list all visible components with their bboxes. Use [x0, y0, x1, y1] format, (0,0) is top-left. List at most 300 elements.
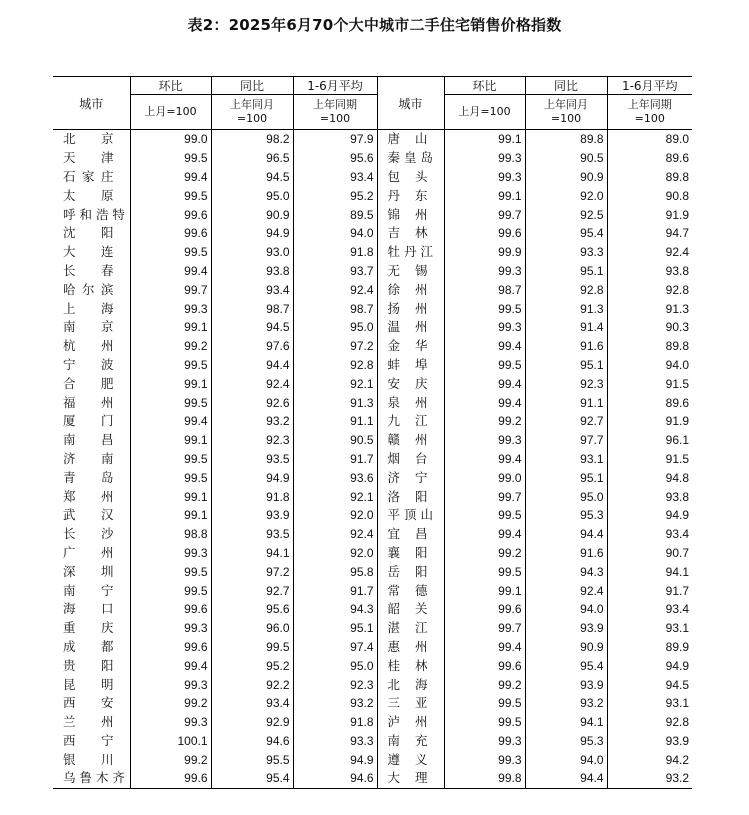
- yoy-value-left: 94.9: [211, 224, 293, 243]
- avg-value-right: 93.1: [607, 694, 692, 713]
- avg-value-right: 90.3: [607, 318, 692, 337]
- city-name-right: 韶 关: [377, 600, 444, 619]
- table-row: [53, 130, 692, 149]
- avg-value-left: 91.7: [293, 581, 377, 600]
- avg-value-left: 98.7: [293, 299, 377, 318]
- city-name-right: 济 宁: [377, 468, 444, 487]
- city-name-right: 平 顶 山: [377, 506, 444, 525]
- yoy-value-right: 93.9: [525, 675, 607, 694]
- mom-value-left: 99.5: [130, 581, 211, 600]
- avg-value-right: 93.2: [607, 769, 692, 788]
- yoy-value-left: 95.6: [211, 600, 293, 619]
- yoy-value-left: 93.5: [211, 450, 293, 469]
- city-name-left: 南 宁: [63, 582, 114, 598]
- yoy-value-right: 95.1: [525, 468, 607, 487]
- table-row: [53, 544, 692, 563]
- city-name-right: 泸 州: [377, 713, 444, 732]
- city-name-left: 广 州: [63, 544, 114, 560]
- avg-value-left: 94.6: [293, 769, 377, 788]
- city-name-left: 武 汉: [63, 507, 114, 523]
- yoy-value-left: 93.9: [211, 506, 293, 525]
- city-name-left: 南 昌: [63, 432, 114, 448]
- yoy-header-right: 同比: [525, 77, 607, 95]
- yoy-value-left: 91.8: [211, 487, 293, 506]
- yoy-value-right: 90.9: [525, 168, 607, 187]
- city-name-left: 宁 波: [63, 356, 114, 372]
- city-name-left: 成 都: [63, 638, 114, 654]
- mom-value-right: 99.2: [444, 675, 525, 694]
- yoy-value-left: 93.8: [211, 262, 293, 281]
- table-row: [53, 468, 692, 487]
- city-name-right: 遵 义: [377, 750, 444, 769]
- yoy-value-right: 91.4: [525, 318, 607, 337]
- avg-value-left: 92.1: [293, 374, 377, 393]
- mom-value-left: 99.5: [130, 562, 211, 581]
- mom-value-right: 99.5: [444, 356, 525, 375]
- city-name-right: 吉 林: [377, 224, 444, 243]
- table-row: [53, 224, 692, 243]
- avg-value-right: 89.6: [607, 149, 692, 168]
- mom-value-left: 99.1: [130, 318, 211, 337]
- city-name-left: 上 海: [63, 300, 114, 316]
- yoy-value-left: 92.7: [211, 581, 293, 600]
- table-row: [53, 732, 692, 751]
- table-row: [53, 205, 692, 224]
- avg-value-right: 91.5: [607, 374, 692, 393]
- avg-value-right: 89.6: [607, 393, 692, 412]
- yoy-value-right: 92.8: [525, 280, 607, 299]
- mom-value-left: 99.5: [130, 243, 211, 262]
- avg-value-left: 90.5: [293, 431, 377, 450]
- avg-value-right: 94.9: [607, 506, 692, 525]
- yoy-value-left: 98.7: [211, 299, 293, 318]
- mom-header-right: 环比: [444, 77, 525, 95]
- mom-value-right: 99.4: [444, 638, 525, 657]
- avg-value-left: 94.3: [293, 600, 377, 619]
- table-row: [53, 487, 692, 506]
- avg-value-left: 92.3: [293, 675, 377, 694]
- city-name-left: 哈 尔 滨: [63, 281, 114, 297]
- city-name-left: 天 津: [63, 150, 114, 166]
- city-name-right: 蚌 埠: [377, 356, 444, 375]
- avg-header-right: 1-6月平均: [607, 77, 692, 95]
- mom-value-left: 99.3: [130, 675, 211, 694]
- yoy-value-left: 94.6: [211, 732, 293, 751]
- yoy-value-left: 95.5: [211, 750, 293, 769]
- city-name-left: 银 川: [63, 751, 114, 767]
- city-name-left: 昆 明: [63, 676, 114, 692]
- table-row: [53, 506, 692, 525]
- city-name-left: 福 州: [63, 394, 114, 410]
- table-row: [53, 675, 692, 694]
- table-row: [53, 374, 692, 393]
- avg-value-right: 94.8: [607, 468, 692, 487]
- yoy-value-right: 93.2: [525, 694, 607, 713]
- city-name-right: 桂 林: [377, 656, 444, 675]
- yoy-value-right: 94.3: [525, 562, 607, 581]
- city-name-left: 杭 州: [63, 338, 114, 354]
- mom-value-left: 99.6: [130, 205, 211, 224]
- mom-value-right: 99.3: [444, 168, 525, 187]
- table-row: [53, 280, 692, 299]
- city-name-left: 贵 阳: [63, 657, 114, 673]
- city-name-left: 长 沙: [63, 526, 114, 542]
- yoy-value-left: 96.5: [211, 149, 293, 168]
- city-name-left: 沈 阳: [63, 225, 114, 241]
- avg-value-left: 93.4: [293, 168, 377, 187]
- avg-value-right: 94.5: [607, 675, 692, 694]
- city-name-right: 温 州: [377, 318, 444, 337]
- avg-value-right: 90.8: [607, 186, 692, 205]
- table-row: [53, 299, 692, 318]
- mom-value-left: 99.4: [130, 412, 211, 431]
- yoy-value-right: 95.4: [525, 224, 607, 243]
- mom-value-right: 99.4: [444, 337, 525, 356]
- avg-value-right: 94.1: [607, 562, 692, 581]
- avg-value-left: 97.2: [293, 337, 377, 356]
- mom-value-left: 99.5: [130, 186, 211, 205]
- city-name-left: 兰 州: [63, 714, 114, 730]
- table-row: [53, 694, 692, 713]
- yoy-value-left: 92.6: [211, 393, 293, 412]
- mom-value-left: 99.1: [130, 431, 211, 450]
- mom-value-left: 99.5: [130, 450, 211, 469]
- avg-value-right: 93.8: [607, 487, 692, 506]
- city-name-right: 三 亚: [377, 694, 444, 713]
- avg-value-left: 89.5: [293, 205, 377, 224]
- mom-value-right: 99.4: [444, 374, 525, 393]
- avg-value-right: 93.9: [607, 732, 692, 751]
- city-name-left: 厦 门: [63, 413, 114, 429]
- mom-value-right: 99.6: [444, 600, 525, 619]
- table-row: [53, 168, 692, 187]
- mom-value-right: 99.2: [444, 412, 525, 431]
- avg-value-left: 95.8: [293, 562, 377, 581]
- mom-value-right: 99.7: [444, 619, 525, 638]
- city-header-left: 城市: [53, 77, 130, 130]
- yoy-value-right: 95.3: [525, 506, 607, 525]
- yoy-value-right: 91.1: [525, 393, 607, 412]
- table-row: [53, 243, 692, 262]
- avg-value-left: 95.2: [293, 186, 377, 205]
- yoy-base-left: 上年同月 =100: [211, 95, 293, 130]
- yoy-value-left: 92.3: [211, 431, 293, 450]
- city-name-left: 青 岛: [63, 469, 114, 485]
- avg-value-left: 91.8: [293, 243, 377, 262]
- mom-header-left: 环比: [130, 77, 211, 95]
- city-name-right: 安 庆: [377, 374, 444, 393]
- mom-value-left: 99.4: [130, 656, 211, 675]
- city-name-right: 宜 昌: [377, 525, 444, 544]
- table-row: [53, 600, 692, 619]
- city-name-right: 常 德: [377, 581, 444, 600]
- mom-value-left: 99.3: [130, 619, 211, 638]
- mom-value-left: 99.2: [130, 694, 211, 713]
- yoy-value-left: 97.6: [211, 337, 293, 356]
- yoy-value-left: 94.9: [211, 468, 293, 487]
- mom-value-right: 99.3: [444, 732, 525, 751]
- city-name-right: 洛 阳: [377, 487, 444, 506]
- mom-value-right: 99.5: [444, 562, 525, 581]
- avg-header-left: 1-6月平均: [293, 77, 377, 95]
- city-name-right: 泉 州: [377, 393, 444, 412]
- avg-value-right: 92.8: [607, 280, 692, 299]
- table-row: [53, 186, 692, 205]
- city-name-left: 重 庆: [63, 620, 114, 636]
- mom-value-right: 99.4: [444, 393, 525, 412]
- avg-base-left: 上年同期 =100: [293, 95, 377, 130]
- mom-value-left: 99.6: [130, 600, 211, 619]
- city-name-right: 包 头: [377, 168, 444, 187]
- mom-value-right: 99.5: [444, 299, 525, 318]
- city-name-right: 大 理: [377, 769, 444, 788]
- avg-value-left: 93.3: [293, 732, 377, 751]
- mom-base-left: 上月=100: [130, 95, 211, 130]
- table-row: [53, 562, 692, 581]
- avg-value-right: 92.8: [607, 713, 692, 732]
- avg-value-right: 93.8: [607, 262, 692, 281]
- mom-value-right: 99.3: [444, 318, 525, 337]
- avg-value-right: 93.4: [607, 600, 692, 619]
- avg-value-left: 92.0: [293, 506, 377, 525]
- avg-value-left: 94.9: [293, 750, 377, 769]
- avg-value-left: 95.1: [293, 619, 377, 638]
- yoy-base-right: 上年同月 =100: [525, 95, 607, 130]
- yoy-value-right: 95.4: [525, 656, 607, 675]
- mom-value-left: 99.2: [130, 750, 211, 769]
- avg-value-left: 95.6: [293, 149, 377, 168]
- city-name-right: 赣 州: [377, 431, 444, 450]
- table-row: [53, 525, 692, 544]
- city-name-left: 太 原: [63, 187, 114, 203]
- mom-value-right: 99.6: [444, 656, 525, 675]
- avg-value-left: 93.6: [293, 468, 377, 487]
- avg-value-right: 94.2: [607, 750, 692, 769]
- mom-value-left: 99.2: [130, 337, 211, 356]
- yoy-value-right: 94.0: [525, 750, 607, 769]
- avg-value-left: 97.9: [293, 130, 377, 149]
- yoy-value-left: 95.2: [211, 656, 293, 675]
- yoy-value-right: 93.1: [525, 450, 607, 469]
- avg-value-right: 94.0: [607, 356, 692, 375]
- city-name-left: 石 家 庄: [63, 168, 114, 184]
- yoy-value-left: 97.2: [211, 562, 293, 581]
- table-row: [53, 656, 692, 675]
- yoy-value-right: 92.4: [525, 581, 607, 600]
- avg-value-right: 93.4: [607, 525, 692, 544]
- avg-value-left: 95.0: [293, 656, 377, 675]
- yoy-value-left: 92.2: [211, 675, 293, 694]
- city-name-left: 西 宁: [63, 732, 114, 748]
- city-name-right: 岳 阳: [377, 562, 444, 581]
- yoy-value-left: 94.4: [211, 356, 293, 375]
- mom-value-left: 99.5: [130, 356, 211, 375]
- mom-value-right: 99.8: [444, 769, 525, 788]
- city-name-left: 长 春: [63, 262, 114, 278]
- mom-value-right: 99.1: [444, 581, 525, 600]
- header-row-1: [53, 77, 692, 95]
- city-name-left: 南 京: [63, 319, 114, 335]
- yoy-value-right: 90.5: [525, 149, 607, 168]
- mom-value-left: 98.8: [130, 525, 211, 544]
- mom-value-left: 99.1: [130, 374, 211, 393]
- yoy-value-left: 95.4: [211, 769, 293, 788]
- mom-base-right: 上月=100: [444, 95, 525, 130]
- city-name-left: 济 南: [63, 450, 114, 466]
- yoy-value-right: 91.3: [525, 299, 607, 318]
- city-name-left: 郑 州: [63, 488, 114, 504]
- avg-value-right: 89.8: [607, 337, 692, 356]
- table-row: [53, 619, 692, 638]
- table-row: [53, 318, 692, 337]
- city-name-left: 合 肥: [63, 375, 114, 391]
- avg-value-left: 95.0: [293, 318, 377, 337]
- yoy-value-right: 94.4: [525, 525, 607, 544]
- avg-value-left: 91.8: [293, 713, 377, 732]
- avg-value-left: 92.4: [293, 280, 377, 299]
- yoy-value-left: 94.5: [211, 168, 293, 187]
- mom-value-right: 99.5: [444, 713, 525, 732]
- mom-value-right: 99.6: [444, 224, 525, 243]
- avg-value-right: 89.8: [607, 168, 692, 187]
- mom-value-left: 99.6: [130, 638, 211, 657]
- table-row: [53, 393, 692, 412]
- city-name-right: 丹 东: [377, 186, 444, 205]
- city-name-right: 秦 皇 岛: [377, 149, 444, 168]
- city-name-right: 金 华: [377, 337, 444, 356]
- mom-value-right: 99.7: [444, 487, 525, 506]
- mom-value-left: 99.6: [130, 224, 211, 243]
- yoy-value-right: 91.6: [525, 544, 607, 563]
- mom-value-left: 99.4: [130, 262, 211, 281]
- mom-value-left: 99.1: [130, 506, 211, 525]
- avg-value-right: 91.5: [607, 450, 692, 469]
- mom-value-right: 99.9: [444, 243, 525, 262]
- city-name-right: 惠 州: [377, 638, 444, 657]
- avg-value-left: 93.7: [293, 262, 377, 281]
- mom-value-left: 99.3: [130, 713, 211, 732]
- yoy-value-right: 95.0: [525, 487, 607, 506]
- city-name-right: 牡 丹 江: [377, 243, 444, 262]
- yoy-value-left: 95.0: [211, 186, 293, 205]
- mom-value-right: 99.1: [444, 186, 525, 205]
- city-name-right: 南 充: [377, 732, 444, 751]
- mom-value-left: 99.6: [130, 769, 211, 788]
- mom-value-right: 99.2: [444, 544, 525, 563]
- yoy-value-left: 93.5: [211, 525, 293, 544]
- mom-value-right: 99.4: [444, 450, 525, 469]
- yoy-value-right: 92.0: [525, 186, 607, 205]
- city-name-right: 湛 江: [377, 619, 444, 638]
- city-header-right: 城市: [377, 77, 444, 130]
- mom-value-right: 99.7: [444, 205, 525, 224]
- mom-value-left: 99.3: [130, 299, 211, 318]
- avg-value-left: 97.4: [293, 638, 377, 657]
- mom-value-right: 99.3: [444, 750, 525, 769]
- table-row: [53, 713, 692, 732]
- mom-value-left: 99.7: [130, 280, 211, 299]
- yoy-value-right: 92.3: [525, 374, 607, 393]
- avg-value-right: 94.7: [607, 224, 692, 243]
- mom-value-right: 99.5: [444, 694, 525, 713]
- yoy-value-right: 91.6: [525, 337, 607, 356]
- yoy-value-right: 94.4: [525, 769, 607, 788]
- yoy-value-right: 97.7: [525, 431, 607, 450]
- yoy-value-right: 92.7: [525, 412, 607, 431]
- table-row: [53, 412, 692, 431]
- price-index-table: [53, 76, 692, 789]
- city-name-right: 扬 州: [377, 299, 444, 318]
- avg-value-right: 90.7: [607, 544, 692, 563]
- avg-value-left: 94.0: [293, 224, 377, 243]
- avg-value-left: 92.0: [293, 544, 377, 563]
- avg-value-right: 91.7: [607, 581, 692, 600]
- mom-value-right: 99.4: [444, 525, 525, 544]
- mom-value-right: 98.7: [444, 280, 525, 299]
- table-row: [53, 450, 692, 469]
- table-row: [53, 149, 692, 168]
- yoy-value-left: 99.5: [211, 638, 293, 657]
- city-name-left: 西 安: [63, 695, 114, 711]
- mom-value-right: 99.3: [444, 149, 525, 168]
- table-row: [53, 337, 692, 356]
- city-name-left: 北 京: [63, 131, 114, 147]
- avg-value-left: 91.3: [293, 393, 377, 412]
- avg-value-left: 93.2: [293, 694, 377, 713]
- avg-value-left: 92.8: [293, 356, 377, 375]
- yoy-value-left: 94.1: [211, 544, 293, 563]
- avg-value-right: 91.3: [607, 299, 692, 318]
- city-name-left: 大 连: [63, 244, 114, 260]
- yoy-value-right: 93.9: [525, 619, 607, 638]
- mom-value-left: 99.5: [130, 393, 211, 412]
- yoy-value-right: 94.1: [525, 713, 607, 732]
- mom-value-right: 99.0: [444, 468, 525, 487]
- avg-value-left: 92.4: [293, 525, 377, 544]
- yoy-value-right: 92.5: [525, 205, 607, 224]
- mom-value-left: 99.0: [130, 130, 211, 149]
- table-row: [53, 638, 692, 657]
- avg-value-right: 96.1: [607, 431, 692, 450]
- avg-value-left: 91.7: [293, 450, 377, 469]
- avg-value-right: 89.9: [607, 638, 692, 657]
- mom-value-right: 99.3: [444, 262, 525, 281]
- mom-value-left: 99.4: [130, 168, 211, 187]
- yoy-value-left: 93.4: [211, 280, 293, 299]
- avg-value-right: 92.4: [607, 243, 692, 262]
- yoy-value-left: 90.9: [211, 205, 293, 224]
- yoy-value-right: 90.9: [525, 638, 607, 657]
- avg-value-right: 94.9: [607, 656, 692, 675]
- mom-value-left: 100.1: [130, 732, 211, 751]
- avg-value-right: 89.0: [607, 130, 692, 149]
- avg-value-left: 92.1: [293, 487, 377, 506]
- table-title: 表2：2025年6月70个大中城市二手住宅销售价格指数: [187, 16, 562, 34]
- table-row: [53, 581, 692, 600]
- mom-value-left: 99.5: [130, 149, 211, 168]
- yoy-value-right: 94.0: [525, 600, 607, 619]
- city-name-left: 乌 鲁 木 齐: [53, 769, 130, 788]
- city-name-right: 襄 阳: [377, 544, 444, 563]
- mom-value-right: 99.5: [444, 506, 525, 525]
- table-row: [53, 750, 692, 769]
- yoy-value-left: 98.2: [211, 130, 293, 149]
- avg-value-left: 91.1: [293, 412, 377, 431]
- city-name-right: 徐 州: [377, 280, 444, 299]
- yoy-value-right: 95.1: [525, 356, 607, 375]
- yoy-value-right: 89.8: [525, 130, 607, 149]
- table-row: [53, 262, 692, 281]
